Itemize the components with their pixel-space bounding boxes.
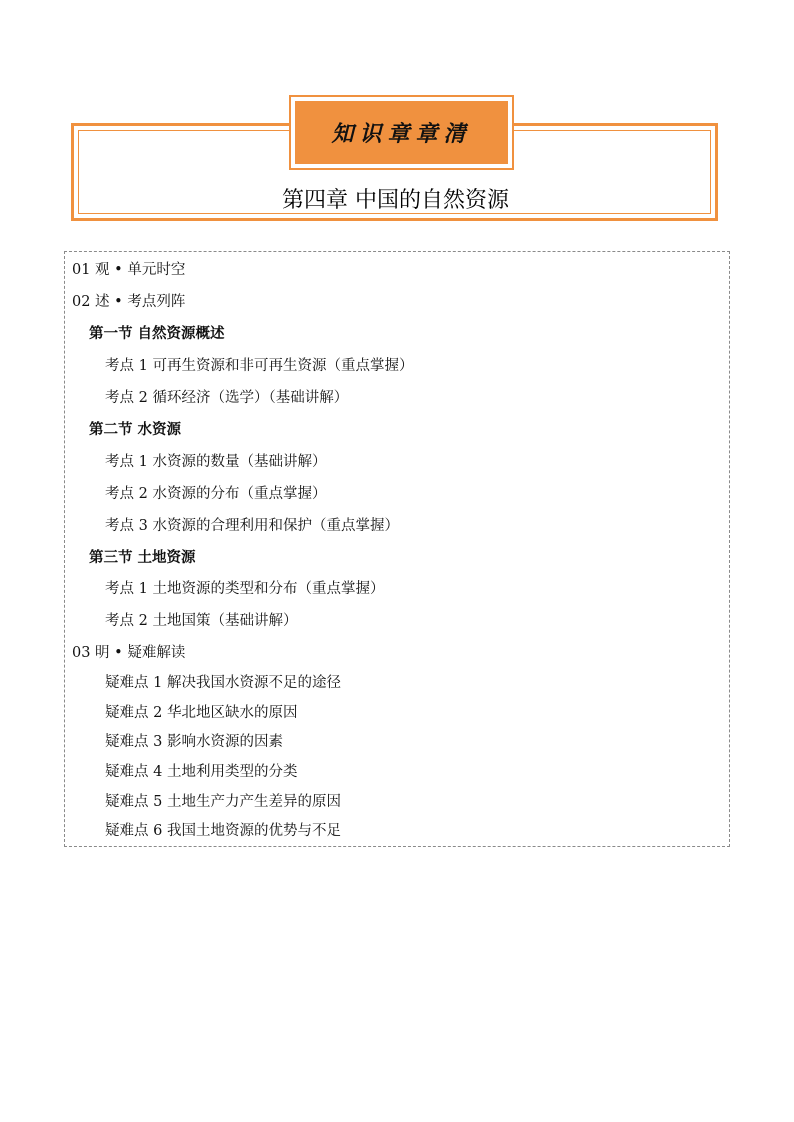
- toc-topic[interactable]: 考点 1 可再生资源和非可再生资源（重点掌握）: [105, 358, 414, 374]
- toc-lesson-3[interactable]: 第三节 土地资源: [89, 549, 196, 566]
- chapter-title: 第四章 中国的自然资源: [282, 188, 509, 213]
- toc-difficulty[interactable]: 疑难点 5 土地生产力产生差异的原因: [105, 794, 341, 810]
- badge-frame: [289, 95, 514, 170]
- toc-lesson-2[interactable]: 第二节 水资源: [89, 421, 182, 438]
- badge: [295, 101, 508, 164]
- toc-difficulty[interactable]: 疑难点 4 土地利用类型的分类: [105, 764, 298, 780]
- toc-topic[interactable]: 考点 2 水资源的分布（重点掌握）: [105, 486, 327, 502]
- toc-section-2[interactable]: 02 述 • 考点列阵: [72, 294, 186, 310]
- toc-difficulty[interactable]: 疑难点 3 影响水资源的因素: [105, 734, 283, 750]
- toc-difficulty[interactable]: 疑难点 6 我国土地资源的优势与不足: [105, 823, 341, 839]
- toc-topic[interactable]: 考点 2 土地国策（基础讲解）: [105, 613, 298, 629]
- toc-section-1[interactable]: 01 观 • 单元时空: [72, 262, 186, 278]
- toc-topic[interactable]: 考点 1 水资源的数量（基础讲解）: [105, 454, 327, 470]
- toc-lesson-1[interactable]: 第一节 自然资源概述: [89, 325, 225, 342]
- table-of-contents: [64, 251, 730, 847]
- toc-section-3[interactable]: 03 明 • 疑难解读: [72, 645, 186, 661]
- badge-label: 知识章章清: [331, 121, 472, 147]
- toc-difficulty[interactable]: 疑难点 1 解决我国水资源不足的途径: [105, 675, 341, 691]
- toc-topic[interactable]: 考点 3 水资源的合理利用和保护（重点掌握）: [105, 518, 399, 534]
- toc-topic[interactable]: 考点 2 循环经济（选学）（基础讲解）: [105, 390, 349, 406]
- toc-difficulty[interactable]: 疑难点 2 华北地区缺水的原因: [105, 705, 298, 721]
- toc-topic[interactable]: 考点 1 土地资源的类型和分布（重点掌握）: [105, 581, 385, 597]
